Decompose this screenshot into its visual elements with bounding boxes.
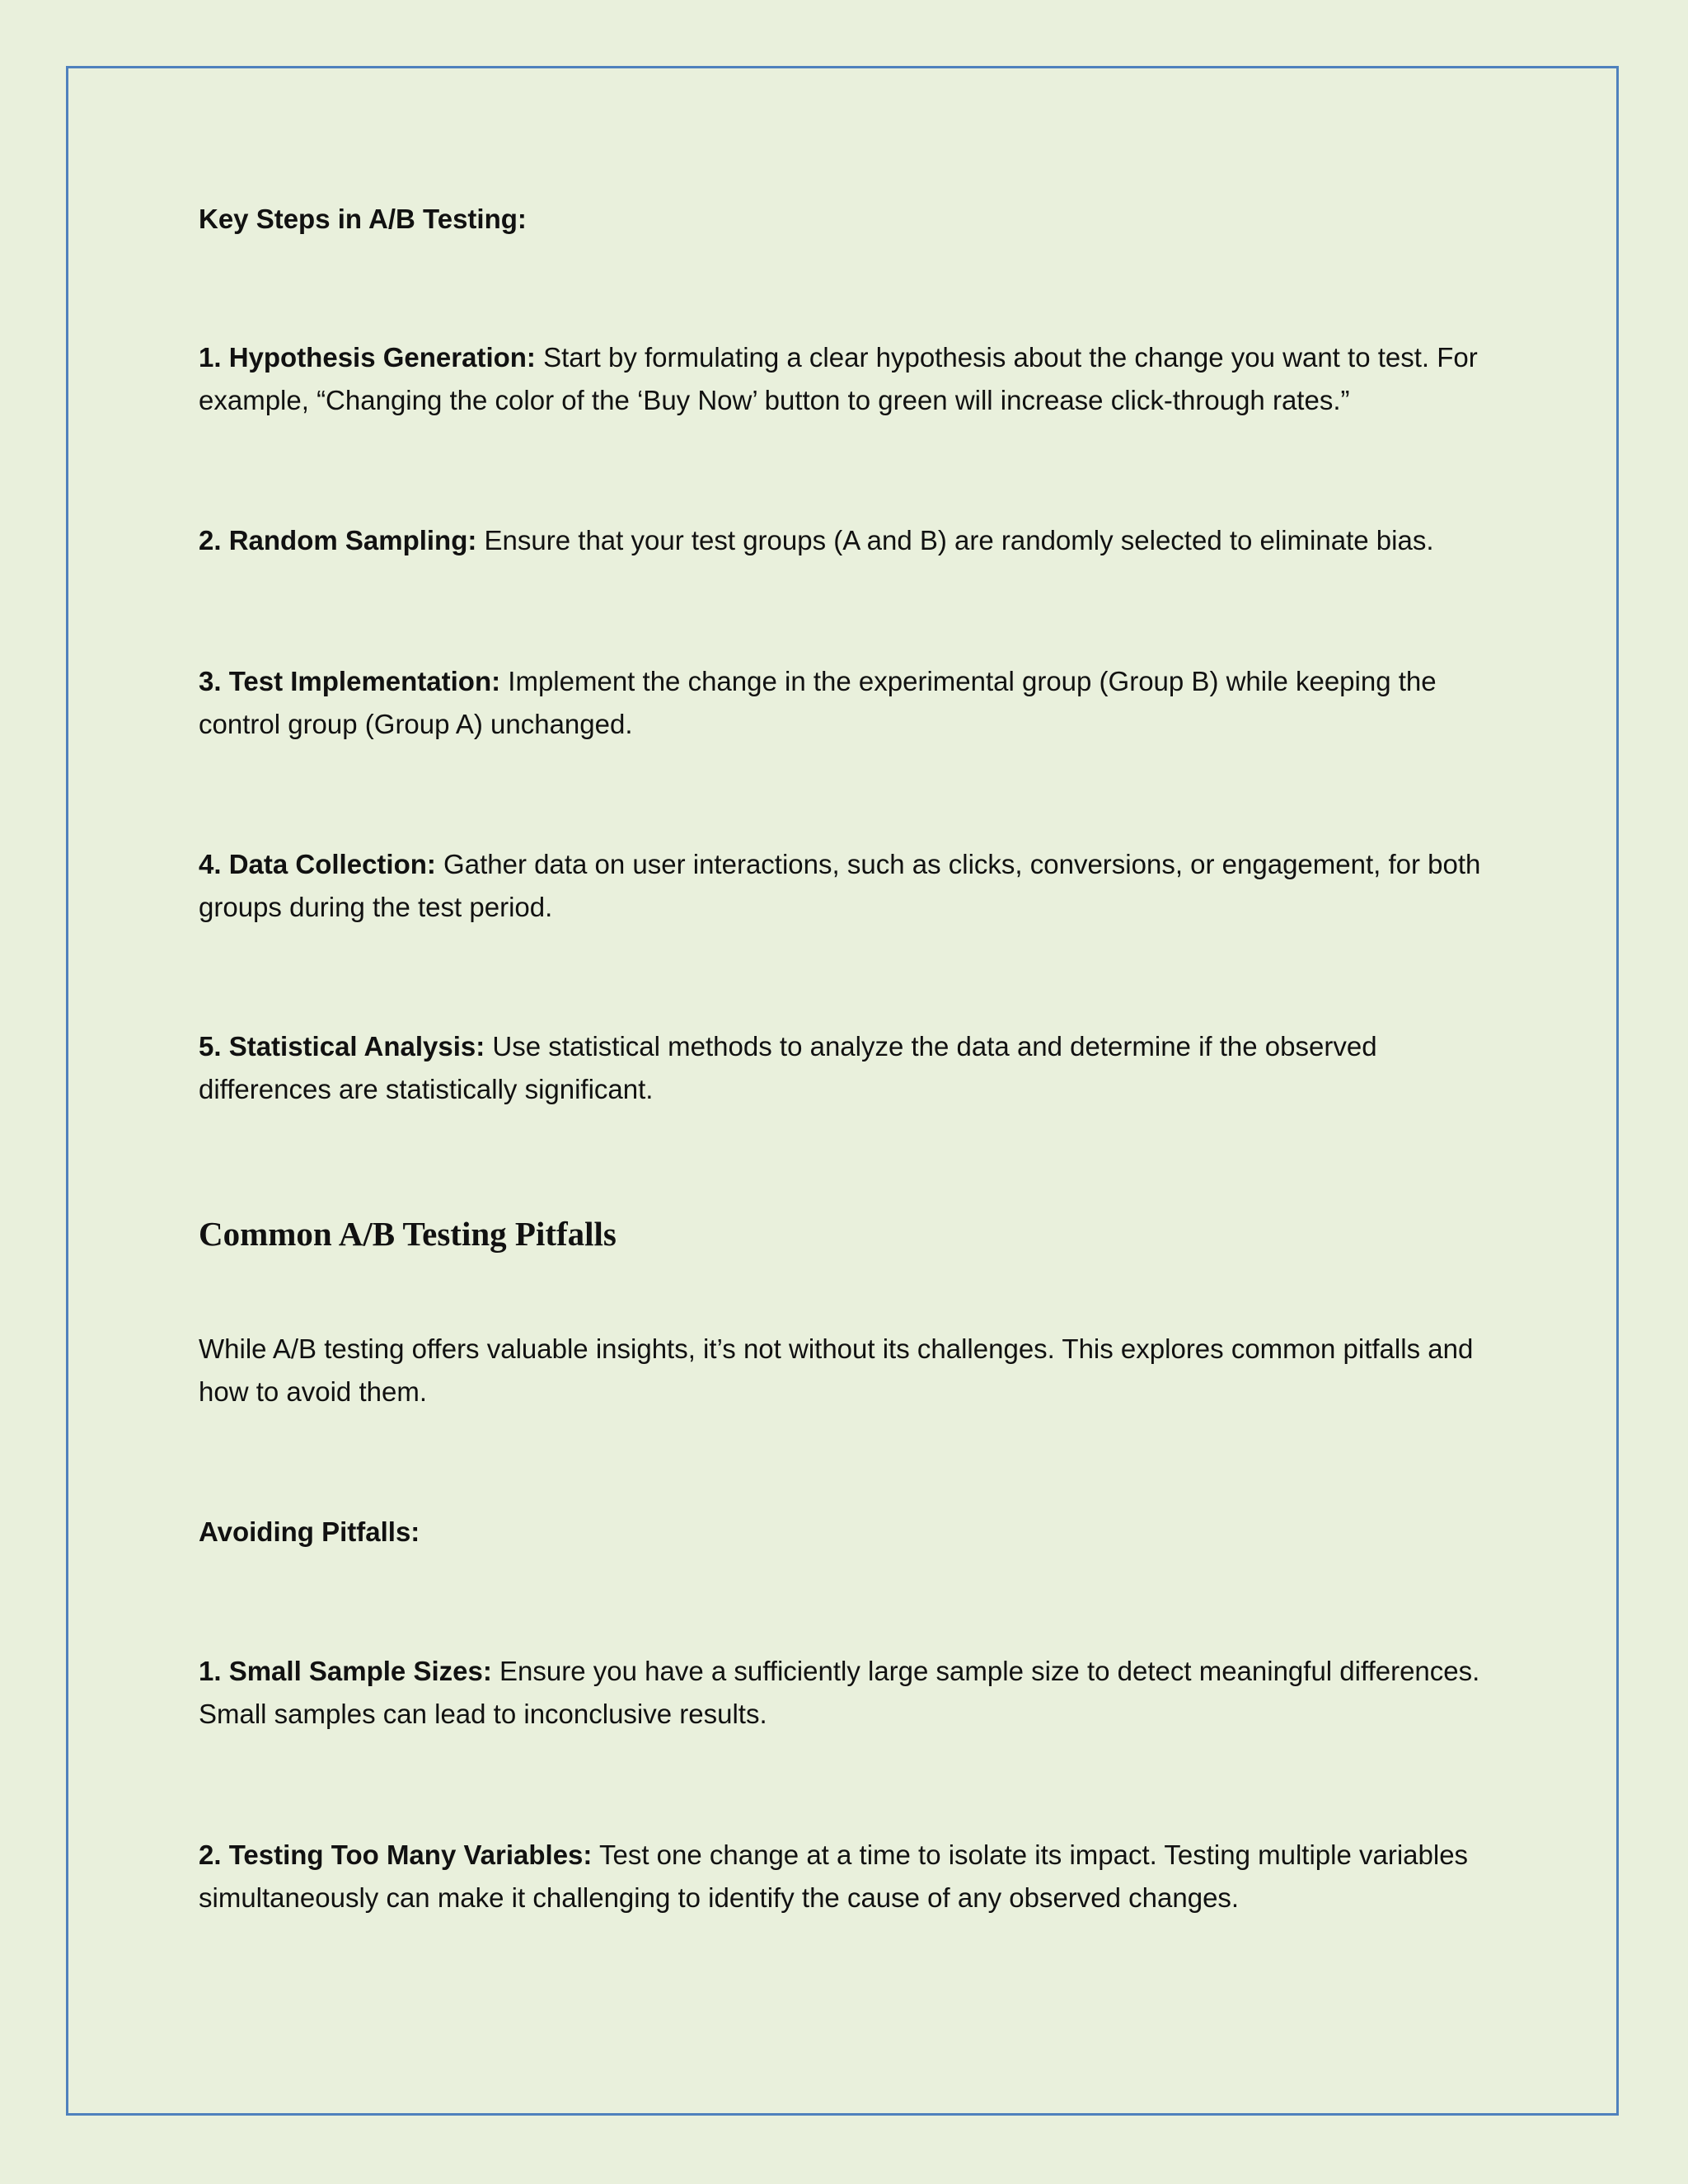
step-label: 4. Data Collection: — [199, 849, 436, 879]
step-label: 1. Hypothesis Generation: — [199, 342, 536, 373]
step-item — [199, 1025, 1501, 1111]
section-intro: While A/B testing offers valuable insights, it’s not without its challenges. This explores common pitfalls and how to avoid them. — [199, 1333, 1474, 1407]
pitfall-label: 1. Small Sample Sizes: — [199, 1656, 492, 1686]
step-text: Start by formulating a clear hypothesis about the change you want to test. For example, “Changing the color of the ‘Buy Now’ button to green will increase click-through rates.” — [199, 342, 1478, 415]
step-text: Implement the change in the experimental group (Group B) while keeping the control group (Group A) unchanged. — [199, 666, 1437, 739]
avoiding-pitfalls-heading: Avoiding Pitfalls: — [199, 1516, 420, 1547]
pitfall-label: 2. Testing Too Many Variables: — [199, 1840, 593, 1870]
step-label: 5. Statistical Analysis: — [199, 1031, 485, 1062]
pitfall-text: Test one change at a time to isolate its impact. Testing multiple variables simultaneously can make it challenging to identify the cause of any observed changes. — [199, 1840, 1469, 1913]
pitfall-item — [199, 1834, 1501, 1919]
step-label: 2. Random Sampling: — [199, 525, 477, 555]
key-steps-heading: Key Steps in A/B Testing: — [199, 204, 527, 234]
pitfall-text: Ensure you have a sufficiently large sample size to detect meaningful differences. Small samples can lead to inconclusive results. — [199, 1656, 1480, 1729]
step-text: Gather data on user interactions, such as clicks, conversions, or engagement, for both groups during the test period. — [199, 849, 1481, 922]
section-title: Common A/B Testing Pitfalls — [199, 1215, 617, 1253]
step-text: Use statistical methods to analyze the data and determine if the observed differences are statistically significant. — [199, 1031, 1377, 1104]
step-item — [199, 843, 1501, 929]
pitfall-item — [199, 1650, 1501, 1736]
step-item — [199, 336, 1501, 422]
step-item — [199, 660, 1501, 746]
step-text: Ensure that your test groups (A and B) are randomly selected to eliminate bias. — [476, 525, 1434, 555]
step-item — [199, 519, 1501, 562]
step-label: 3. Test Implementation: — [199, 666, 501, 696]
